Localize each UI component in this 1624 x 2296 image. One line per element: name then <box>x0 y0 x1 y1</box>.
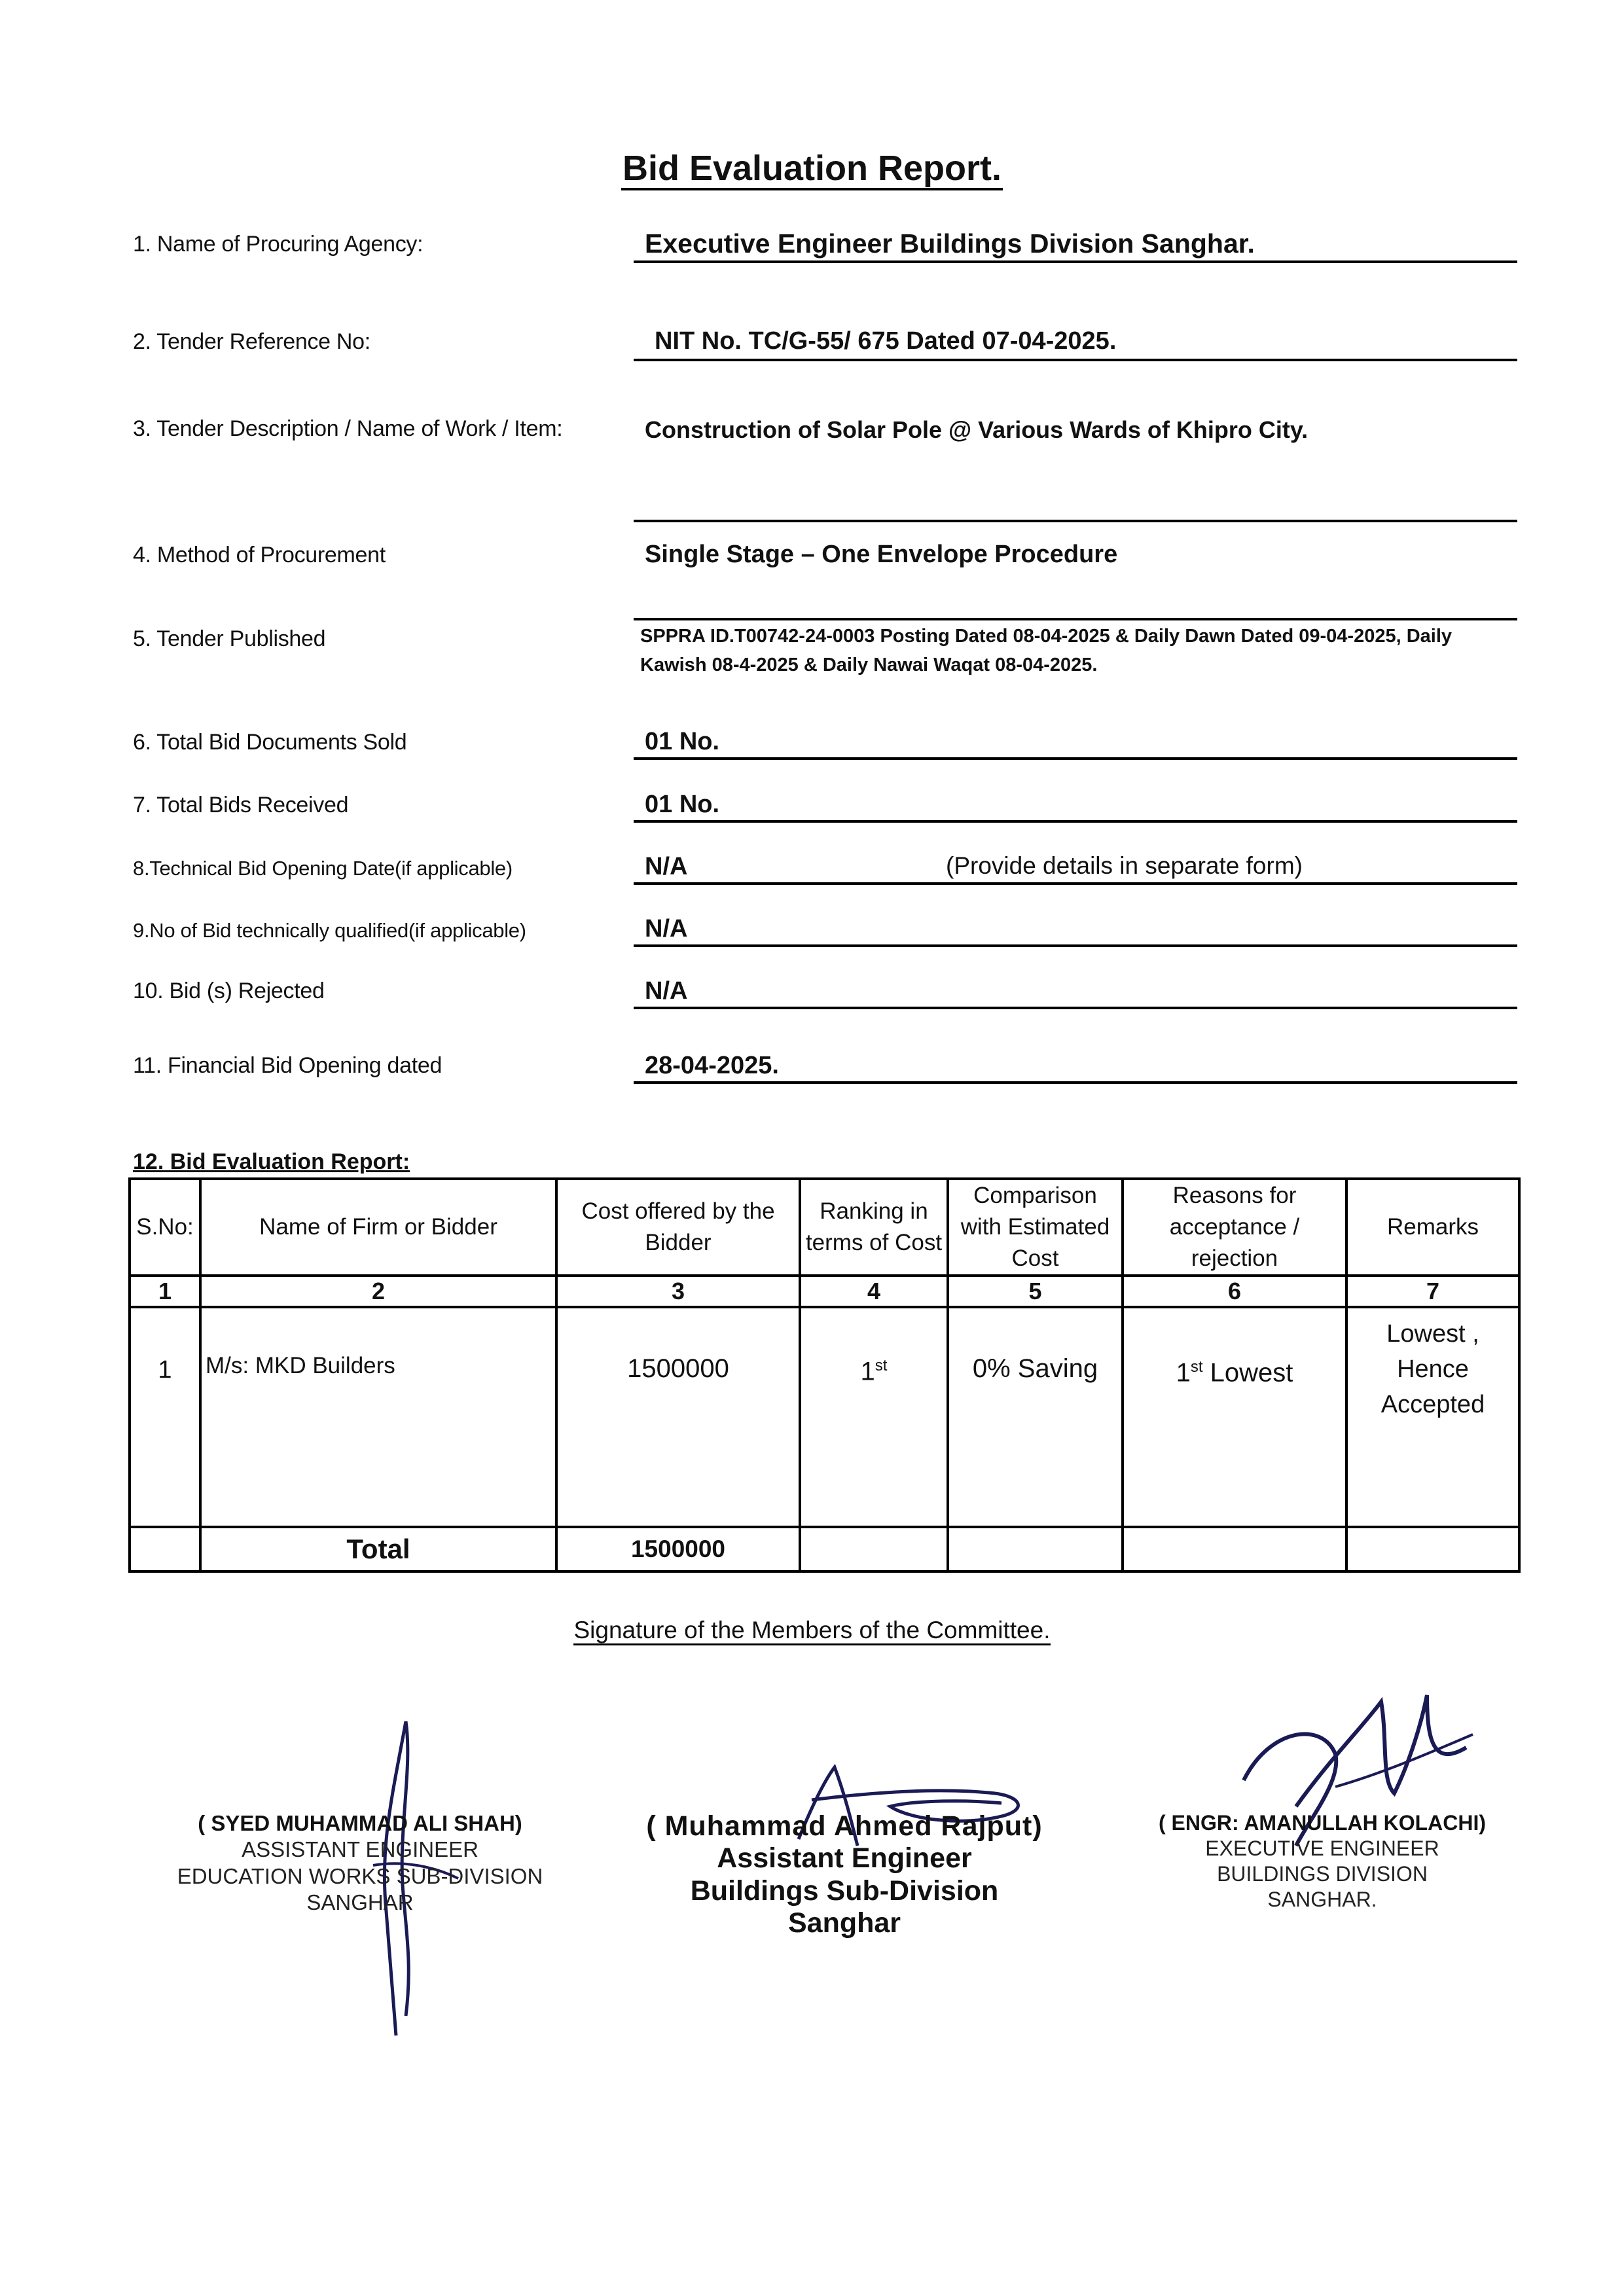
field-label-docs-sold: 6. Total Bid Documents Sold <box>133 730 407 755</box>
field-rule <box>634 820 1517 823</box>
header-bidder: Name of Firm or Bidder <box>200 1179 556 1276</box>
total-row <box>130 1527 1519 1571</box>
field-label-tender-ref: 2. Tender Reference No: <box>133 329 370 354</box>
field-label-rejected: 10. Bid (s) Rejected <box>133 978 325 1003</box>
total-empty-cell <box>800 1527 948 1571</box>
cell-sno: 1 <box>130 1307 200 1527</box>
signature-section-title: Signature of the Members of the Committee. <box>0 1617 1624 1644</box>
field-rule <box>634 944 1517 947</box>
signature-block-1 <box>131 1810 589 1916</box>
field-rule <box>634 618 1517 620</box>
field-label-agency: 1. Name of Procuring Agency: <box>133 232 424 257</box>
column-number-row <box>130 1276 1519 1307</box>
signatory-designation: Assistant Engineer <box>717 1842 972 1874</box>
column-number: 3 <box>556 1276 800 1307</box>
field-label-financial-opening: 11. Financial Bid Opening dated <box>133 1053 442 1078</box>
cell-cost: 1500000 <box>556 1307 800 1527</box>
field-label-bids-received: 7. Total Bids Received <box>133 793 349 817</box>
field-rule <box>634 757 1517 760</box>
field-rule <box>634 359 1517 361</box>
header-remarks: Remarks <box>1346 1179 1519 1276</box>
field-value-method: Single Stage – One Envelope Procedure <box>645 541 1118 568</box>
signatory-name: ( ENGR: AMANULLAH KOLACHI) <box>1158 1811 1487 1835</box>
field-value-published: SPPRA ID.T00742-24-0003 Posting Dated 08-04-2025 & Daily Dawn Dated 09-04-2025, Daily Kawish 08-4-2025 & Daily Nawai Waqat 08-04-2025. <box>640 626 1453 675</box>
table-row <box>130 1307 1519 1527</box>
signatory-name: ( Muhammad Ahmed Rajput) <box>646 1810 1043 1842</box>
field-value-agency: Executive Engineer Buildings Division Sanghar. <box>645 228 1255 259</box>
header-comparison: Comparison with Estimated Cost <box>948 1179 1123 1276</box>
field-value-bids-received: 01 No. <box>645 791 720 818</box>
field-label-published: 5. Tender Published <box>133 626 326 651</box>
field-value-financial-opening: 28-04-2025. <box>645 1052 779 1079</box>
field-value-docs-sold: 01 No. <box>645 728 720 755</box>
field-label-technical-opening: 8.Technical Bid Opening Date(if applicable) <box>133 857 513 880</box>
total-empty-cell <box>1123 1527 1346 1571</box>
column-number: 2 <box>200 1276 556 1307</box>
signature-block-3 <box>1093 1810 1551 1912</box>
bid-evaluation-table <box>128 1177 1521 1573</box>
field-rule <box>634 1081 1517 1084</box>
cell-ranking: 1st <box>800 1307 948 1527</box>
column-number: 5 <box>948 1276 1123 1307</box>
field-label-technically-qualified: 9.No of Bid technically qualified(if applicable) <box>133 919 526 942</box>
field-value-tender-ref: NIT No. TC/G-55/ 675 Dated 07-04-2025. <box>655 327 1117 355</box>
field-rule <box>634 520 1517 522</box>
signatory-office: Buildings Sub-Division <box>690 1874 999 1907</box>
total-empty-cell <box>130 1527 200 1571</box>
signatory-location: SANGHAR. <box>1267 1888 1377 1912</box>
signatory-location: Sanghar <box>787 1907 901 1939</box>
field-label-description: 3. Tender Description / Name of Work / Item: <box>133 416 563 441</box>
field-value-technically-qualified: N/A <box>645 915 688 942</box>
column-number: 6 <box>1123 1276 1346 1307</box>
signatory-office: BUILDINGS DIVISION <box>1217 1862 1428 1886</box>
total-label: Total <box>200 1527 556 1571</box>
evaluation-section-title: 12. Bid Evaluation Report: <box>133 1149 410 1174</box>
signature-block-2 <box>589 1810 1100 1940</box>
signatory-location: SANGHAR <box>306 1890 414 1914</box>
field-value-technical-opening: N/A <box>645 853 688 880</box>
field-value-description: Construction of Solar Pole @ Various Wards of Khipro City. <box>645 416 1308 443</box>
cell-bidder: M/s: MKD Builders <box>200 1307 556 1527</box>
total-empty-cell <box>1346 1527 1519 1571</box>
signatory-name: ( SYED MUHAMMAD ALI SHAH) <box>198 1811 522 1835</box>
total-value: 1500000 <box>556 1527 800 1571</box>
header-reasons: Reasons for acceptance / rejection <box>1123 1179 1346 1276</box>
header-cost: Cost offered by the Bidder <box>556 1179 800 1276</box>
report-title: Bid Evaluation Report. <box>0 148 1624 188</box>
field-note-separate-form: (Provide details in separate form) <box>946 852 1303 879</box>
field-rule <box>634 882 1517 885</box>
total-empty-cell <box>948 1527 1123 1571</box>
header-sno: S.No: <box>130 1179 200 1276</box>
column-number: 1 <box>130 1276 200 1307</box>
field-rule <box>634 260 1517 263</box>
field-rule <box>634 1007 1517 1009</box>
signatory-office: EDUCATION WORKS SUB-DIVISION <box>177 1863 543 1888</box>
cell-comparison: 0% Saving <box>948 1307 1123 1527</box>
field-label-method: 4. Method of Procurement <box>133 543 386 567</box>
column-number: 4 <box>800 1276 948 1307</box>
signatory-designation: EXECUTIVE ENGINEER <box>1205 1837 1439 1861</box>
cell-reason: 1st Lowest <box>1123 1307 1346 1527</box>
table-header-row <box>130 1179 1519 1276</box>
column-number: 7 <box>1346 1276 1519 1307</box>
cell-remarks: Lowest , Hence Accepted <box>1346 1307 1519 1527</box>
signatory-designation: ASSISTANT ENGINEER <box>242 1837 478 1862</box>
header-ranking: Ranking in terms of Cost <box>800 1179 948 1276</box>
field-value-rejected: N/A <box>645 977 688 1005</box>
